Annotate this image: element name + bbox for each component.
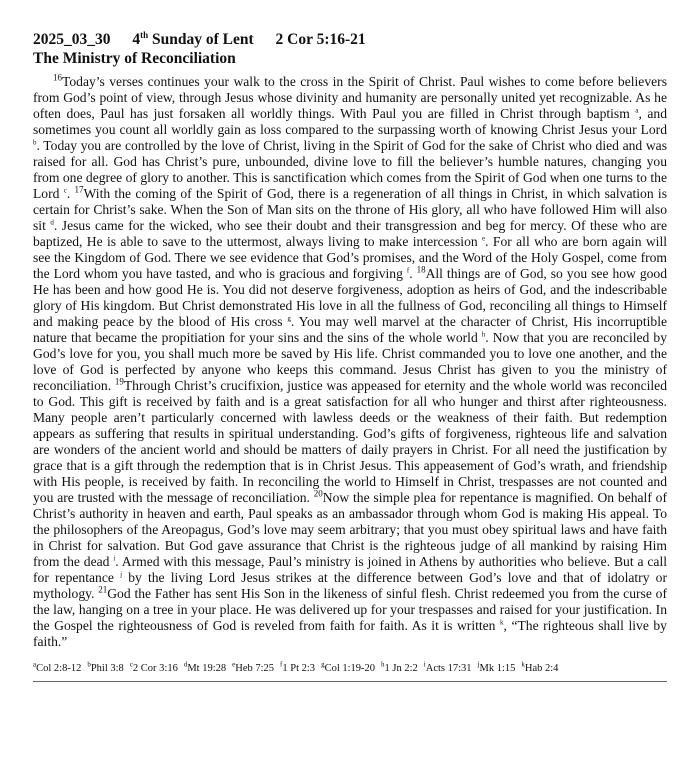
reference-key: j xyxy=(477,660,480,669)
body-text: Through Christ’s crucifixion, justice was appeased for eternity and the whole world was reconciled to God. This gift is received by faith and is a great satisfaction for all who hunger and thirst after righteousness. Many people aren’t particularly concerned with lawless deeds or the weakness of their faith. But redemption appears as suffering that results in spiritual understanding. God’s gifts of forgiveness, righteous life and salvation are wonders of the ancient world and should be matters of daily prayers in Christ. For all need the justification by grace that is a gift through the redemption that is in Christ Jesus. This appeasement of God’s wrath, and friendship with His people, is received by faith. In reconciling the world to Himself in Christ, trespasses are not counted and you are trusted with the message of reconciliation. xyxy=(33,378,668,505)
reference-item xyxy=(321,660,376,674)
reference-citation: Heb 7:25 xyxy=(235,663,275,674)
body-text: . Now that you are reconciled by God’s love for you, you shall much more be saved by His life. Christ commanded you to love one another, and the love of God is perfected by anyone who keeps this command. Jesus Christ has given to you the ministry of reconciliation. xyxy=(33,330,667,393)
reference-item xyxy=(381,660,418,674)
reference-item xyxy=(87,660,124,674)
reference-citation: Col 2:8-12 xyxy=(36,663,82,674)
liturgical-day xyxy=(132,30,253,49)
footnote-marker: d xyxy=(50,218,54,227)
footnote-marker: j xyxy=(120,570,123,579)
reference-key: a xyxy=(33,660,37,669)
verse-number: 21 xyxy=(98,584,108,595)
sermon-paragraph xyxy=(33,74,667,650)
sunday-name: Sunday of Lent xyxy=(152,31,254,48)
reference-item xyxy=(129,660,178,674)
document-page xyxy=(33,30,667,682)
document-title: The Ministry of Reconciliation xyxy=(33,50,236,67)
reference-item xyxy=(232,660,275,674)
reference-citation: Col 1:19-20 xyxy=(324,663,376,674)
reference-item xyxy=(280,660,316,674)
footnote-marker: a xyxy=(635,106,639,115)
body-text: , and sometimes you count all worldly gain as loss compared to the surpassing worth of knowing Christ Jesus your Lord xyxy=(33,106,667,137)
body-text: . For all who are born again will see the Kingdom of God. There we see evidence that God’s promises, and the Word of the Holy Gospel, come from the Lord whom you have tasted, and who is gracious and forgiving xyxy=(33,234,667,281)
footnote-marker: h xyxy=(481,330,486,339)
verse-number: 18 xyxy=(416,264,426,275)
body-text: by the living Lord Jesus strikes at the difference between God’s love and that of idolatry or mythology. xyxy=(33,570,667,601)
reference-item xyxy=(521,660,559,674)
reference-citation: Acts 17:31 xyxy=(425,663,472,674)
body-text: . xyxy=(409,266,417,281)
reference-key: i xyxy=(423,660,426,669)
reference-item xyxy=(423,660,472,674)
verse-number: 19 xyxy=(114,376,124,387)
verse-number: 16 xyxy=(53,72,62,83)
body-text: . xyxy=(66,186,75,201)
body-text: Today’s verses continues your walk to the cross in the Spirit of Christ. Paul wishes to come before believers from God’s point of view, through Jesus whose divinity and humanity are personally united yet recognizable. As he often does, Paul has just forsaken all worldly things. With Paul you are filled in Christ through baptism xyxy=(33,74,667,121)
body-text: , “The righteous shall live by faith.” xyxy=(33,618,667,649)
reference-item xyxy=(33,660,82,674)
reference-citation: Mt 19:28 xyxy=(187,663,227,674)
footnote-marker: i xyxy=(113,554,116,563)
body-text: With the coming of the Spirit of God, there is a regeneration of all things in Christ, in which salvation is certain for Christ’s sake. When the Son of Man sits on the throne of His glory, all who have followed Him will also sit xyxy=(33,186,667,233)
verse-number: 20 xyxy=(313,488,323,499)
reference-key: d xyxy=(183,660,188,669)
body-text: . Armed with this message, Paul’s ministry is joined in Athens by authorities who believe. But a call for repentance xyxy=(33,554,667,585)
footnote-marker: b xyxy=(33,138,37,147)
reference-item xyxy=(183,660,227,674)
body-text: Now the simple plea for repentance is magnified. On behalf of Christ’s authority in heaven and earth, Paul speaks as an ambassador through whom God is making His appeal. To the philosophers of the Areopagus, God’s love may seem arbitrary; that you must obey spiritual laws and have faith in Christ for salvation. But God gave assurance that Christ is the righteous judge of all mankind by raising Him from the dead xyxy=(33,490,668,569)
reference-item xyxy=(477,660,516,674)
bottom-rule xyxy=(33,681,667,682)
reference-key: b xyxy=(87,660,91,669)
sunday-number: 4 xyxy=(132,31,141,48)
body-text: God the Father has sent His Son in the likeness of sinful flesh. Christ redeemed you from the curse of the law, hanging on a tree in your place. He was delivered up for your trespasses and raised for your justification. In the Gospel the righteousness of God is reveled from faith for faith. As it is written xyxy=(33,586,667,633)
body-text: . You may well marvel at the character of Christ, His incorruptible nature that became the propitiation for your sins and the sins of the whole world xyxy=(33,314,668,345)
footnote-marker: e xyxy=(482,234,486,243)
scripture-reading: 2 Cor 5:16-21 xyxy=(275,31,366,48)
body-text: All things are of God, so you see how good He has been and how good He is. You did not deserve forgiveness, adoption as heirs of God, and the indescribable glory of His kingdom. But Christ demonstrated His love in all the fullness of God, reconciling all things to Himself and making peace by the blood of His cross xyxy=(33,266,668,329)
footnote-marker: k xyxy=(500,618,504,627)
footnote-marker: g xyxy=(287,314,291,323)
reference-key: h xyxy=(381,660,385,669)
reference-citation: Phil 3:8 xyxy=(90,663,124,674)
reference-key: g xyxy=(321,660,325,669)
reference-key: c xyxy=(129,660,133,669)
reference-citation: 1 Jn 2:2 xyxy=(384,663,418,674)
footnote-references xyxy=(33,662,667,675)
footnote-marker: f xyxy=(406,266,410,275)
document-header xyxy=(33,30,667,49)
date-label: 2025_03_30 xyxy=(33,31,111,48)
reference-citation: 2 Cor 3:16 xyxy=(132,663,178,674)
sunday-ordinal-suffix: th xyxy=(140,29,149,40)
body-text: . Jesus came for the wicked, who see their doubt and their transgression and beg for mercy. Of these who are baptized, He is able to save to the uttermost, always living to make intercession xyxy=(33,218,667,249)
reference-key: k xyxy=(521,660,525,669)
verse-number: 17 xyxy=(74,184,84,195)
sermon-body xyxy=(33,74,667,650)
reference-citation: Hab 2:4 xyxy=(524,663,559,674)
reference-citation: Mk 1:15 xyxy=(479,663,516,674)
reference-key: f xyxy=(280,660,283,669)
reference-key: e xyxy=(232,660,236,669)
body-text: . Today you are controlled by the love of Christ, living in the Spirit of God for the sake of Christ who died and was raised for all. God has Christ’s pure, unbounded, divine love to fill the believer’s humble natures, changing you from one degree of glory to another. This is sanctification which comes from the Spirit of God when one turns to the Lord xyxy=(33,138,667,201)
footnote-marker: c xyxy=(63,186,67,195)
reference-citation: 1 Pt 2:3 xyxy=(282,663,316,674)
